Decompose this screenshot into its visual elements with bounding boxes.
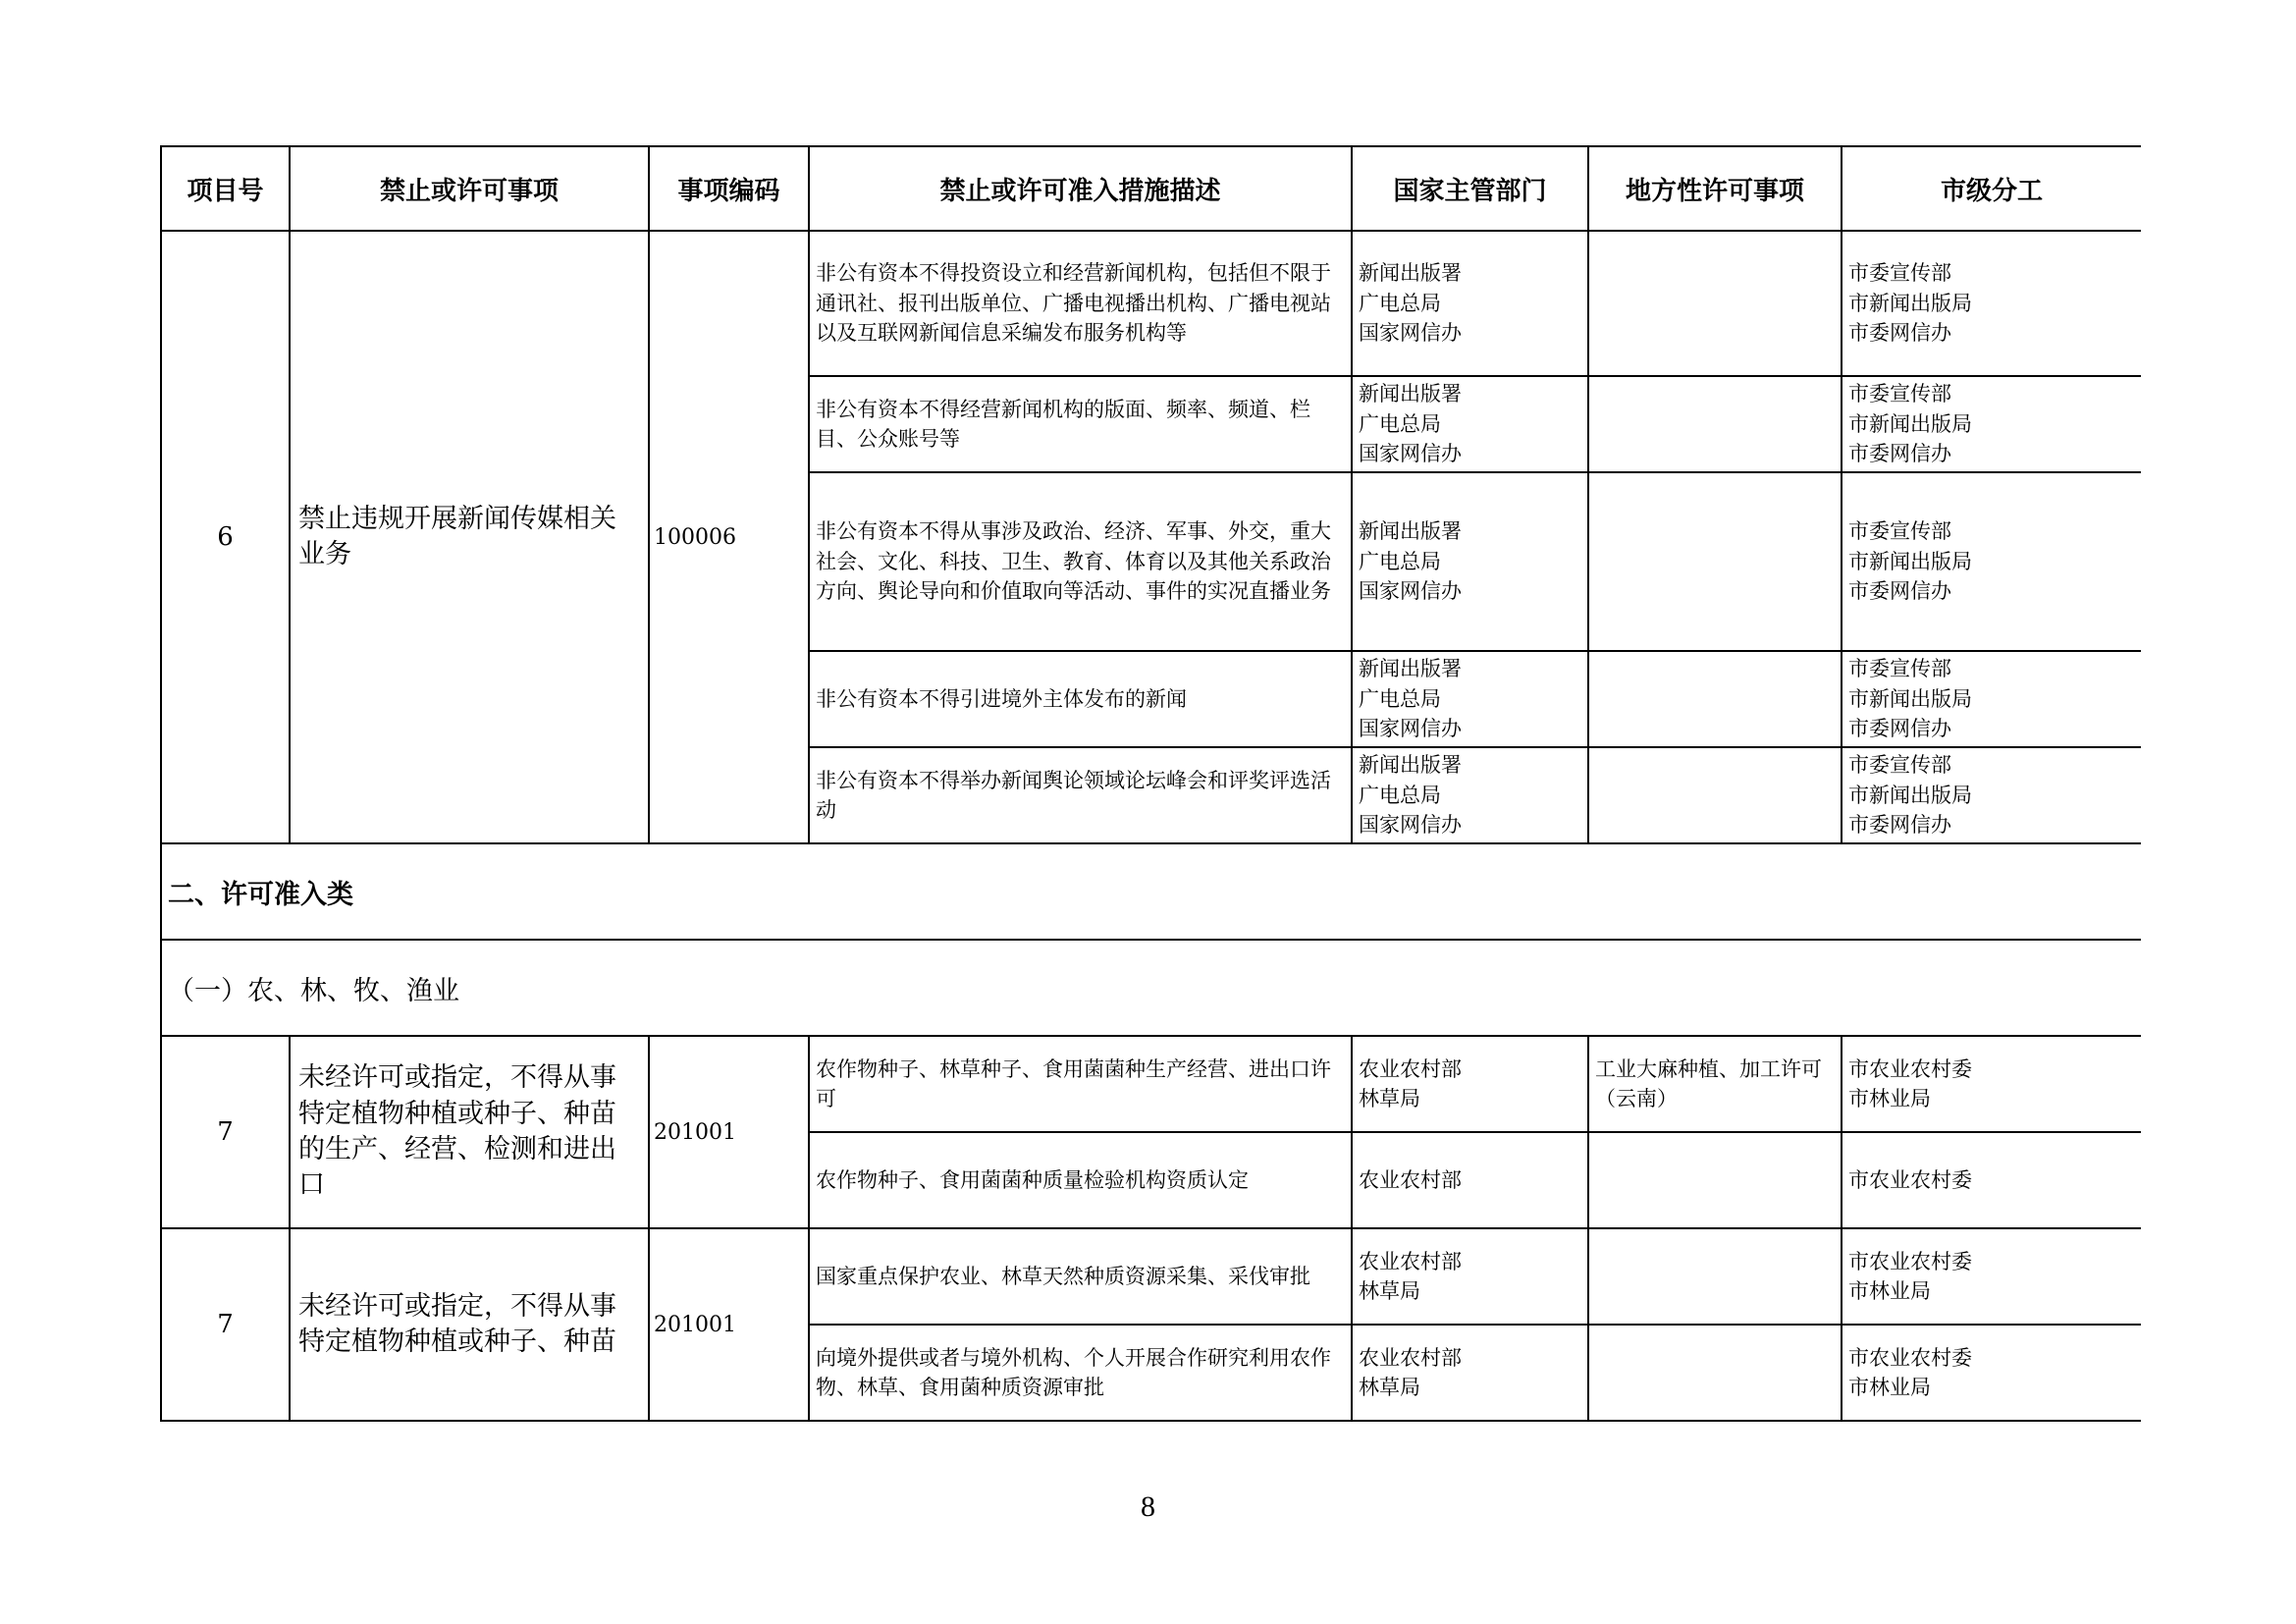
city-line: 市委网信办: [1848, 579, 1951, 604]
section-row: [161, 843, 2141, 940]
city-division: [1842, 1325, 2141, 1421]
city-division: [1842, 651, 2141, 747]
item-number: 6: [161, 231, 290, 843]
header-prohibited-or-permitted-item: 禁止或许可事项: [290, 146, 649, 231]
city-division: [1842, 231, 2141, 376]
page-number: 8: [1141, 1490, 1155, 1523]
national-department: [1352, 472, 1588, 651]
item-code: 201001: [649, 1036, 809, 1228]
item-code: 100006: [649, 231, 809, 843]
subsection-row: [161, 940, 2141, 1036]
department-line: 新闻出版署: [1359, 657, 1462, 681]
national-department: [1352, 1228, 1588, 1325]
subsection-heading: （一）农、林、牧、渔业: [161, 940, 2141, 1036]
city-division: [1842, 376, 2141, 472]
measure-description: 非公有资本不得经营新闻机构的版面、频率、频道、栏目、公众账号等: [809, 376, 1352, 472]
local-license: [1588, 1228, 1842, 1325]
item-number: 7: [161, 1036, 290, 1228]
department-line: 林草局: [1359, 1279, 1420, 1303]
table-header-row: [161, 146, 2141, 231]
city-line: 市委网信办: [1848, 442, 1951, 466]
national-department: [1352, 1325, 1588, 1421]
header-item-code: 事项编码: [649, 146, 809, 231]
header-item-number: 项目号: [161, 146, 290, 231]
national-department: [1352, 1132, 1588, 1228]
city-division: [1842, 1132, 2141, 1228]
department-line: 新闻出版署: [1359, 261, 1462, 286]
city-line: 市林业局: [1848, 1279, 1931, 1303]
department-line: 国家网信办: [1359, 579, 1462, 604]
measure-description: 非公有资本不得引进境外主体发布的新闻: [809, 651, 1352, 747]
local-license: [1588, 472, 1842, 651]
department-line: 广电总局: [1359, 686, 1441, 711]
department-line: 国家网信办: [1359, 321, 1462, 346]
city-line: 市委网信办: [1848, 813, 1951, 838]
table-row: [161, 1228, 2141, 1325]
header-measure-description: 禁止或许可准入措施描述: [809, 146, 1352, 231]
department-line: 广电总局: [1359, 291, 1441, 315]
local-license: [1588, 747, 1842, 843]
city-line: 市委宣传部: [1848, 382, 1951, 406]
city-line: 市新闻出版局: [1848, 291, 1972, 315]
department-line: 新闻出版署: [1359, 753, 1462, 778]
department-line: 农业农村部: [1359, 1167, 1462, 1192]
section-heading: 二、许可准入类: [161, 843, 2141, 940]
city-line: 市新闻出版局: [1848, 411, 1972, 436]
department-line: 国家网信办: [1359, 813, 1462, 838]
local-license: [1588, 651, 1842, 747]
local-license: [1588, 1132, 1842, 1228]
national-department: [1352, 1036, 1588, 1132]
city-line: 市委宣传部: [1848, 657, 1951, 681]
regulation-table: [160, 145, 2141, 1422]
local-license: 工业大麻种植、加工许可（云南）: [1588, 1036, 1842, 1132]
measure-description: 国家重点保护农业、林草天然种质资源采集、采伐审批: [809, 1228, 1352, 1325]
item-name: 未经许可或指定，不得从事特定植物种植或种子、种苗的生产、经营、检测和进出口: [290, 1036, 649, 1228]
national-department: [1352, 376, 1588, 472]
city-line: 市林业局: [1848, 1087, 1931, 1110]
table-row: [161, 231, 2141, 376]
header-national-department: 国家主管部门: [1352, 146, 1588, 231]
item-name: 未经许可或指定，不得从事特定植物种植或种子、种苗: [290, 1228, 649, 1421]
item-name: 禁止违规开展新闻传媒相关业务: [290, 231, 649, 843]
item-number: 7: [161, 1228, 290, 1421]
department-line: 国家网信办: [1359, 717, 1462, 741]
city-line: 市林业局: [1848, 1376, 1931, 1399]
header-local-license: 地方性许可事项: [1588, 146, 1842, 231]
city-division: [1842, 1228, 2141, 1325]
document-table-container: [160, 145, 2141, 1424]
city-line: 市委宣传部: [1848, 753, 1951, 778]
department-line: 农业农村部: [1359, 1345, 1462, 1370]
city-line: 市农业农村委: [1848, 1056, 1972, 1081]
national-department: [1352, 231, 1588, 376]
department-line: 林草局: [1359, 1087, 1420, 1110]
measure-description: 非公有资本不得投资设立和经营新闻机构，包括但不限于通讯社、报刊出版单位、广播电视播出机构、广播电视站以及互联网新闻信息采编发布服务机构等: [809, 231, 1352, 376]
city-line: 市委宣传部: [1848, 519, 1951, 544]
city-line: 市农业农村委: [1848, 1167, 1972, 1192]
city-line: 市委网信办: [1848, 717, 1951, 741]
local-license: [1588, 376, 1842, 472]
header-city-division: 市级分工: [1842, 146, 2141, 231]
national-department: [1352, 747, 1588, 843]
measure-description: 非公有资本不得举办新闻舆论领域论坛峰会和评奖评选活动: [809, 747, 1352, 843]
city-line: 市新闻出版局: [1848, 686, 1972, 711]
measure-description: 农作物种子、食用菌菌种质量检验机构资质认定: [809, 1132, 1352, 1228]
city-line: 市委宣传部: [1848, 261, 1951, 286]
department-line: 农业农村部: [1359, 1056, 1462, 1081]
city-line: 市新闻出版局: [1848, 783, 1972, 807]
city-line: 市新闻出版局: [1848, 549, 1972, 573]
local-license: [1588, 231, 1842, 376]
department-line: 新闻出版署: [1359, 382, 1462, 406]
department-line: 农业农村部: [1359, 1249, 1462, 1273]
measure-description: 非公有资本不得从事涉及政治、经济、军事、外交，重大社会、文化、科技、卫生、教育、体育以及其他关系政治方向、舆论导向和价值取向等活动、事件的实况直播业务: [809, 472, 1352, 651]
item-code: 201001: [649, 1228, 809, 1421]
city-line: 市委网信办: [1848, 321, 1951, 346]
city-division: [1842, 472, 2141, 651]
national-department: [1352, 651, 1588, 747]
department-line: 广电总局: [1359, 411, 1441, 436]
department-line: 新闻出版署: [1359, 519, 1462, 544]
measure-description: 农作物种子、林草种子、食用菌菌种生产经营、进出口许可: [809, 1036, 1352, 1132]
department-line: 广电总局: [1359, 549, 1441, 573]
measure-description: 向境外提供或者与境外机构、个人开展合作研究利用农作物、林草、食用菌种质资源审批: [809, 1325, 1352, 1421]
city-line: 市农业农村委: [1848, 1249, 1972, 1273]
department-line: 国家网信办: [1359, 442, 1462, 466]
table-row: [161, 1036, 2141, 1132]
city-line: 市农业农村委: [1848, 1345, 1972, 1370]
city-division: [1842, 747, 2141, 843]
department-line: 林草局: [1359, 1376, 1420, 1399]
department-line: 广电总局: [1359, 783, 1441, 807]
city-division: [1842, 1036, 2141, 1132]
local-license: [1588, 1325, 1842, 1421]
